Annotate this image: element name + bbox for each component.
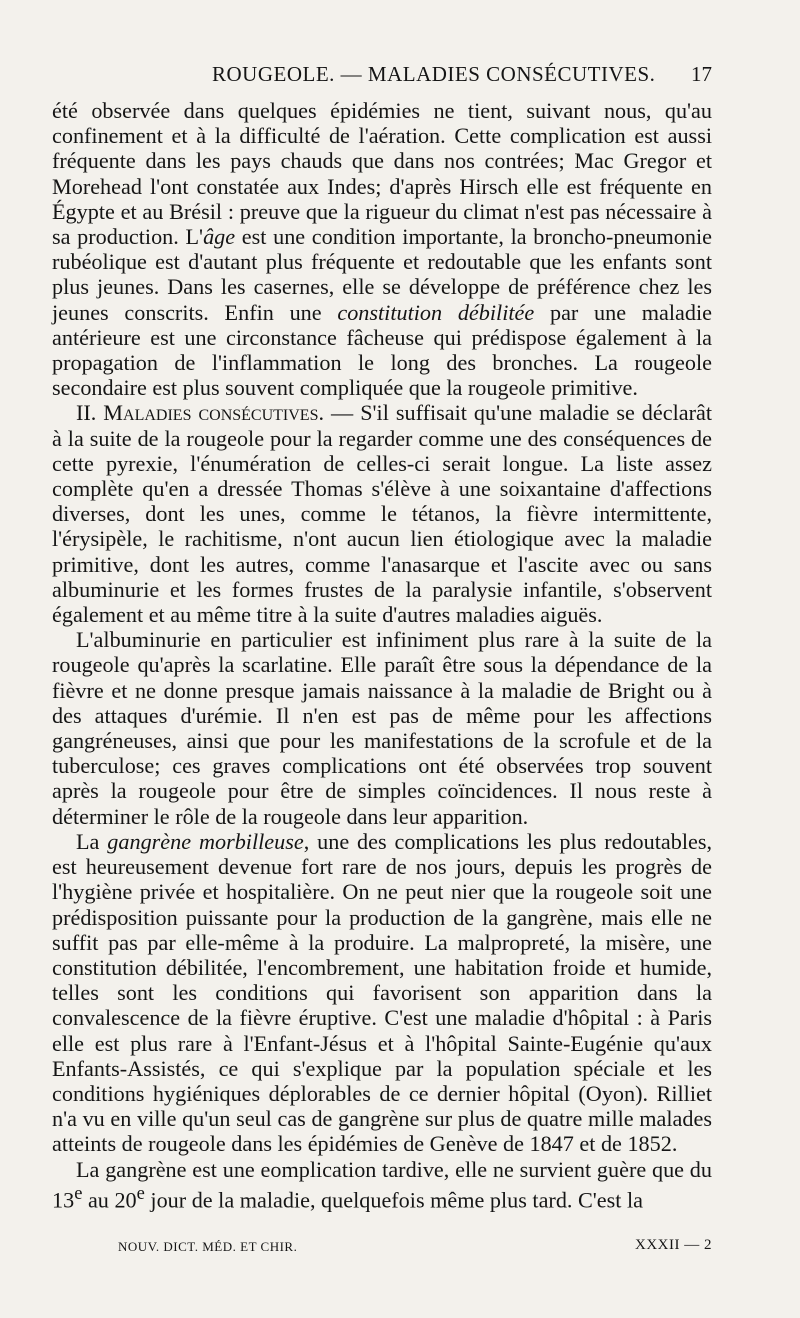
p5-text-a: La gangrène est une eomplication tardive, elle ne survient guère que du 13: [52, 1156, 712, 1213]
paragraph-4: [52, 829, 712, 1157]
paragraph-2: [52, 400, 712, 627]
paragraph-5: [52, 1157, 712, 1213]
p1-text-c: par une maladie antérieure est une circonstance fâcheuse qui prédispose également à la propagation de l'inflammation le long des bronches. La rougeole secondaire est plus souvent compliquée que la rougeole primitive.: [52, 299, 713, 401]
p5-sup-1: e: [74, 1183, 83, 1204]
p5-text-c: jour de la maladie, quelquefois même plus tard. C'est la: [150, 1187, 644, 1213]
footer-signature: XXXII — 2: [635, 1237, 712, 1253]
p2-text: — S'il suffisait qu'une maladie se déclarât à la suite de la rougeole pour la regarder comme une des conséquences de cette pyrexie, l'énumération de celles-ci serait longue. La liste assez complète qu'en a dressée Thomas s'élève à une soixantaine d'affections diverses, dont les unes, comme le tétanos, la fièvre intermittente, l'érysipèle, le rachitisme, n'ont aucun lien étiologique avec la maladie primitive, dont les autres, comme l'anasarque et l'ascite avec ou sans albuminurie et les formes frustes de la paralysie infantile, s'observent également et au même titre à la suite d'autres maladies aiguës.: [52, 400, 713, 628]
page-footer: [52, 1239, 712, 1259]
p3-text: L'albuminurie en particulier est infiniment plus rare à la suite de la rougeole qu'après la scarlatine. Elle paraît être sous la dépendance de la fièvre et ne donne presque jamais naissance à la maladie de Bright ou à des attaques d'urémie. Il n'en est pas de même pour les affections gangréneuses, ainsi que pour les manifestations de la scrofule et de la tuberculose; ces graves complications ont été observées trop souvent après la rougeole pour être de simples coïncidences. Il nous reste à déterminer le rôle de la rougeole dans leur apparition.: [52, 627, 712, 829]
p4-gangrene: gangrène morbilleuse: [107, 828, 304, 854]
p5-text-b: au 20: [87, 1187, 137, 1213]
p4-text: , une des complications les plus redoutables, est heureusement devenue fort rare de nos jours, depuis les progrès de l'hygiène privée et hospitalière. On ne peut nier que la rougeole soit une prédisposition puissante pour la production de la gangrène, mais elle ne suffit pas par elle-même à la produire. La malpropreté, la misère, une constitution débilitée, l'encombrement, une habitation froide et humide, telles sont les conditions qui favorisent son apparition dans la convalescence de la fièvre éruptive. C'est une maladie d'hôpital : à Paris elle est plus rare à l'Enfant-Jésus et à l'hôpital Sainte-Eugénie qu'aux Enfants-Assistés, ce qui s'explique par la population spéciale et les conditions hygiéniques déplorables de ce dernier hôpital (Oyon). Rilliet n'a vu en ville qu'un seul cas de gangrène sur plus de quatre mille malades atteints de rougeole dans les épidémies de Genève de 1847 et de 1852.: [52, 828, 713, 1157]
footer-publication: NOUV. DICT. MÉD. ET CHIR.: [118, 1239, 298, 1254]
body-text: [52, 98, 712, 1212]
page-number: 17: [691, 62, 712, 86]
paragraph-3: [52, 627, 712, 829]
p1-age-intro: L': [185, 224, 204, 250]
p1-text: été observée dans quelques épidémies ne tient, suivant nous, qu'au confinement et à la difficulté de l'aération. Cette complication est aussi fréquente dans les pays chauds que dans nos contrées; Mac Gregor et Morehead l'ont constatée aux Indes; d'après Hirsch elle est fréquente en Égypte et au Brésil : preuve que la rigueur du climat n'est pas nécessaire à sa production.: [52, 98, 712, 250]
running-header: [52, 62, 712, 90]
p1-text-b: est une condition importante, la broncho-pneumonie rubéolique est d'autant plus fréquente et redoutable que les enfants sont plus jeunes. Dans les casernes, elle se développe de préférence chez les jeunes conscrits. Enfin une: [52, 224, 712, 325]
p4-la: La: [76, 828, 100, 854]
p1-age: âge: [203, 224, 236, 250]
p5-sup-2: e: [136, 1183, 145, 1204]
running-title: ROUGEOLE. — MALADIES CONSÉCUTIVES.: [212, 62, 656, 86]
p1-constitution: constitution débilitée: [337, 299, 535, 325]
paragraph-1: [52, 98, 712, 400]
section-heading: II. Maladies consécutives.: [76, 400, 325, 426]
